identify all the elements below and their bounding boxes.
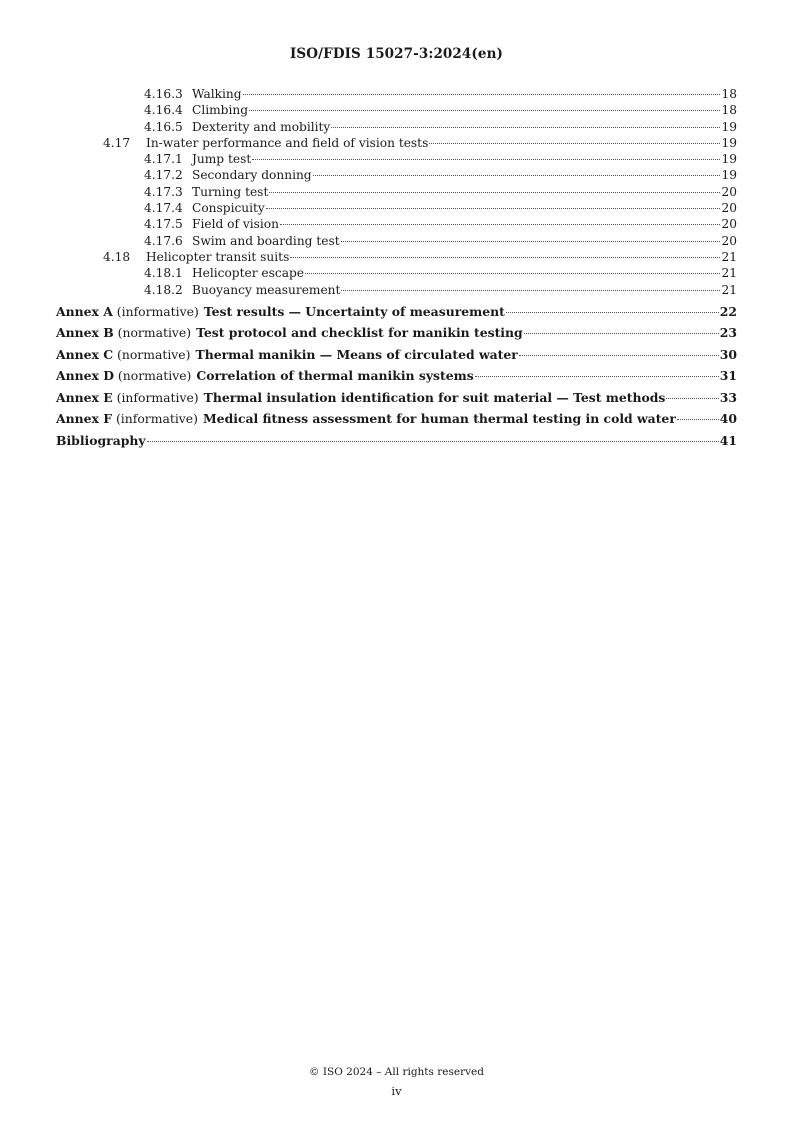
toc-entry-title: Field of vision [192, 217, 279, 232]
toc-entry-page: 20 [721, 201, 737, 216]
toc-entry[interactable] [56, 282, 737, 298]
toc-entry-title: Climbing [192, 103, 249, 118]
toc-entry-page: 19 [721, 119, 737, 134]
toc-entry-page: 21 [721, 282, 737, 297]
toc-entry[interactable] [56, 119, 737, 135]
toc-entry[interactable] [56, 265, 737, 281]
dot-leader [252, 159, 720, 160]
toc-entry-number: 4.17 [103, 135, 131, 150]
annex-title: Thermal insulation identification for suit material — Test methods [203, 389, 666, 405]
toc-entry-page: 21 [721, 266, 737, 281]
annex-type: (normative) [117, 346, 191, 362]
toc-annex-f[interactable] [56, 408, 737, 430]
dot-leader [475, 376, 719, 377]
annex-page: 22 [719, 303, 737, 319]
toc-entry[interactable] [56, 200, 737, 216]
toc-bibliography[interactable] [56, 430, 737, 452]
dot-leader [290, 257, 720, 258]
dot-leader [249, 110, 720, 111]
toc-entry-number: 4.17.1 [144, 152, 183, 167]
toc-entry-page: 20 [721, 217, 737, 232]
dot-leader [243, 94, 721, 95]
dot-leader [519, 355, 719, 356]
annex-title: Test results — Uncertainty of measurement [203, 303, 505, 319]
toc-entry-page: 20 [721, 184, 737, 199]
toc-entry[interactable] [56, 249, 737, 265]
annex-page: 30 [719, 346, 737, 362]
annex-title: Test protocol and checklist for manikin testing [196, 325, 523, 341]
annex-label: Annex B [56, 325, 114, 341]
toc-entry-page: 21 [721, 249, 737, 264]
dot-leader [266, 208, 721, 209]
annex-label: Annex A [56, 303, 113, 319]
toc-entry-page: 18 [721, 103, 737, 118]
dot-leader [506, 312, 719, 313]
annex-label: Annex C [56, 346, 114, 362]
toc-entry[interactable] [56, 151, 737, 167]
toc-entry-title: Swim and boarding test [192, 233, 340, 248]
annex-label: Annex F [56, 411, 113, 427]
toc-entry-title: Helicopter transit suits [146, 249, 290, 264]
toc-entry-number: 4.17.6 [144, 233, 183, 248]
bibliography-title: Bibliography [56, 432, 146, 448]
toc-annex-b[interactable] [56, 322, 737, 344]
annex-page: 23 [719, 325, 737, 341]
toc-entry-title: Helicopter escape [192, 266, 304, 281]
page-number: iv [391, 1084, 402, 1098]
toc-entry-title: Walking [192, 87, 242, 101]
annex-title: Thermal manikin — Means of circulated water [195, 346, 518, 362]
dot-leader [341, 290, 720, 291]
toc-entry-number: 4.17.5 [144, 217, 183, 232]
document-header: ISO/FDIS 15027-3:2024(en) [289, 46, 503, 62]
toc-entry-title: Buoyancy measurement [192, 282, 341, 297]
toc-annex-d[interactable] [56, 365, 737, 387]
toc-entry-title: In-water performance and field of vision tests [146, 135, 429, 150]
toc-entry[interactable] [56, 233, 737, 249]
dot-leader [313, 175, 721, 176]
toc-entry-title: Conspicuity [192, 201, 265, 216]
annex-type: (normative) [117, 325, 192, 341]
dot-leader [341, 241, 721, 242]
annex-page: 31 [719, 368, 737, 384]
toc-entry-number: 4.17.2 [144, 168, 183, 183]
dot-leader [305, 273, 720, 274]
table-of-contents [56, 86, 737, 451]
toc-entry-number: 4.18.2 [144, 282, 183, 297]
toc-entry-number: 4.18.1 [144, 266, 183, 281]
toc-entry[interactable] [56, 216, 737, 232]
annex-type: (normative) [117, 368, 192, 384]
toc-entry[interactable] [56, 135, 737, 151]
annex-type: (informative) [116, 303, 199, 319]
dot-leader [524, 333, 719, 334]
toc-entry-title: Turning test [192, 184, 269, 199]
toc-entry-page: 19 [721, 135, 737, 150]
toc-entry-number: 4.17.4 [144, 201, 183, 216]
annex-title: Medical fitness assessment for human thermal testing in cold water [202, 411, 676, 427]
toc-entry-number: 4.16.4 [144, 103, 183, 118]
toc-entry-page: 19 [721, 152, 737, 167]
dot-leader [666, 398, 718, 399]
toc-entry[interactable] [56, 86, 737, 102]
annex-title: Correlation of thermal manikin systems [196, 368, 474, 384]
copyright-notice: © ISO 2024 – All rights reserved [309, 1066, 484, 1078]
toc-entry-number: 4.16.3 [144, 87, 183, 101]
toc-entry-number: 4.17.3 [144, 184, 183, 199]
dot-leader [147, 441, 719, 442]
dot-leader [429, 143, 720, 144]
toc-entry-page: 18 [721, 87, 737, 101]
toc-entry-number: 4.18 [103, 249, 131, 264]
annex-type: (informative) [116, 389, 199, 405]
toc-entry-title: Dexterity and mobility [192, 119, 331, 134]
toc-entry-title: Secondary donning [192, 168, 312, 183]
toc-annex-e[interactable] [56, 387, 737, 409]
annex-page: 40 [719, 411, 737, 427]
toc-annex-c[interactable] [56, 344, 737, 366]
toc-entry[interactable] [56, 184, 737, 200]
annex-page: 33 [719, 389, 737, 405]
toc-entry[interactable] [56, 167, 737, 183]
toc-entry-title: Jump test [192, 152, 252, 167]
annex-type: (informative) [115, 411, 198, 427]
dot-leader [280, 224, 720, 225]
dot-leader [269, 192, 720, 193]
toc-entry-number: 4.16.5 [144, 119, 183, 134]
toc-entry-page: 19 [721, 168, 737, 183]
bibliography-page: 41 [719, 432, 737, 448]
dot-leader [331, 127, 720, 128]
annex-label: Annex D [56, 368, 114, 384]
toc-entry-page: 20 [721, 233, 737, 248]
annex-label: Annex E [56, 389, 113, 405]
dot-leader [677, 419, 719, 420]
toc-annex-a[interactable] [56, 301, 737, 323]
toc-entry[interactable] [56, 102, 737, 118]
